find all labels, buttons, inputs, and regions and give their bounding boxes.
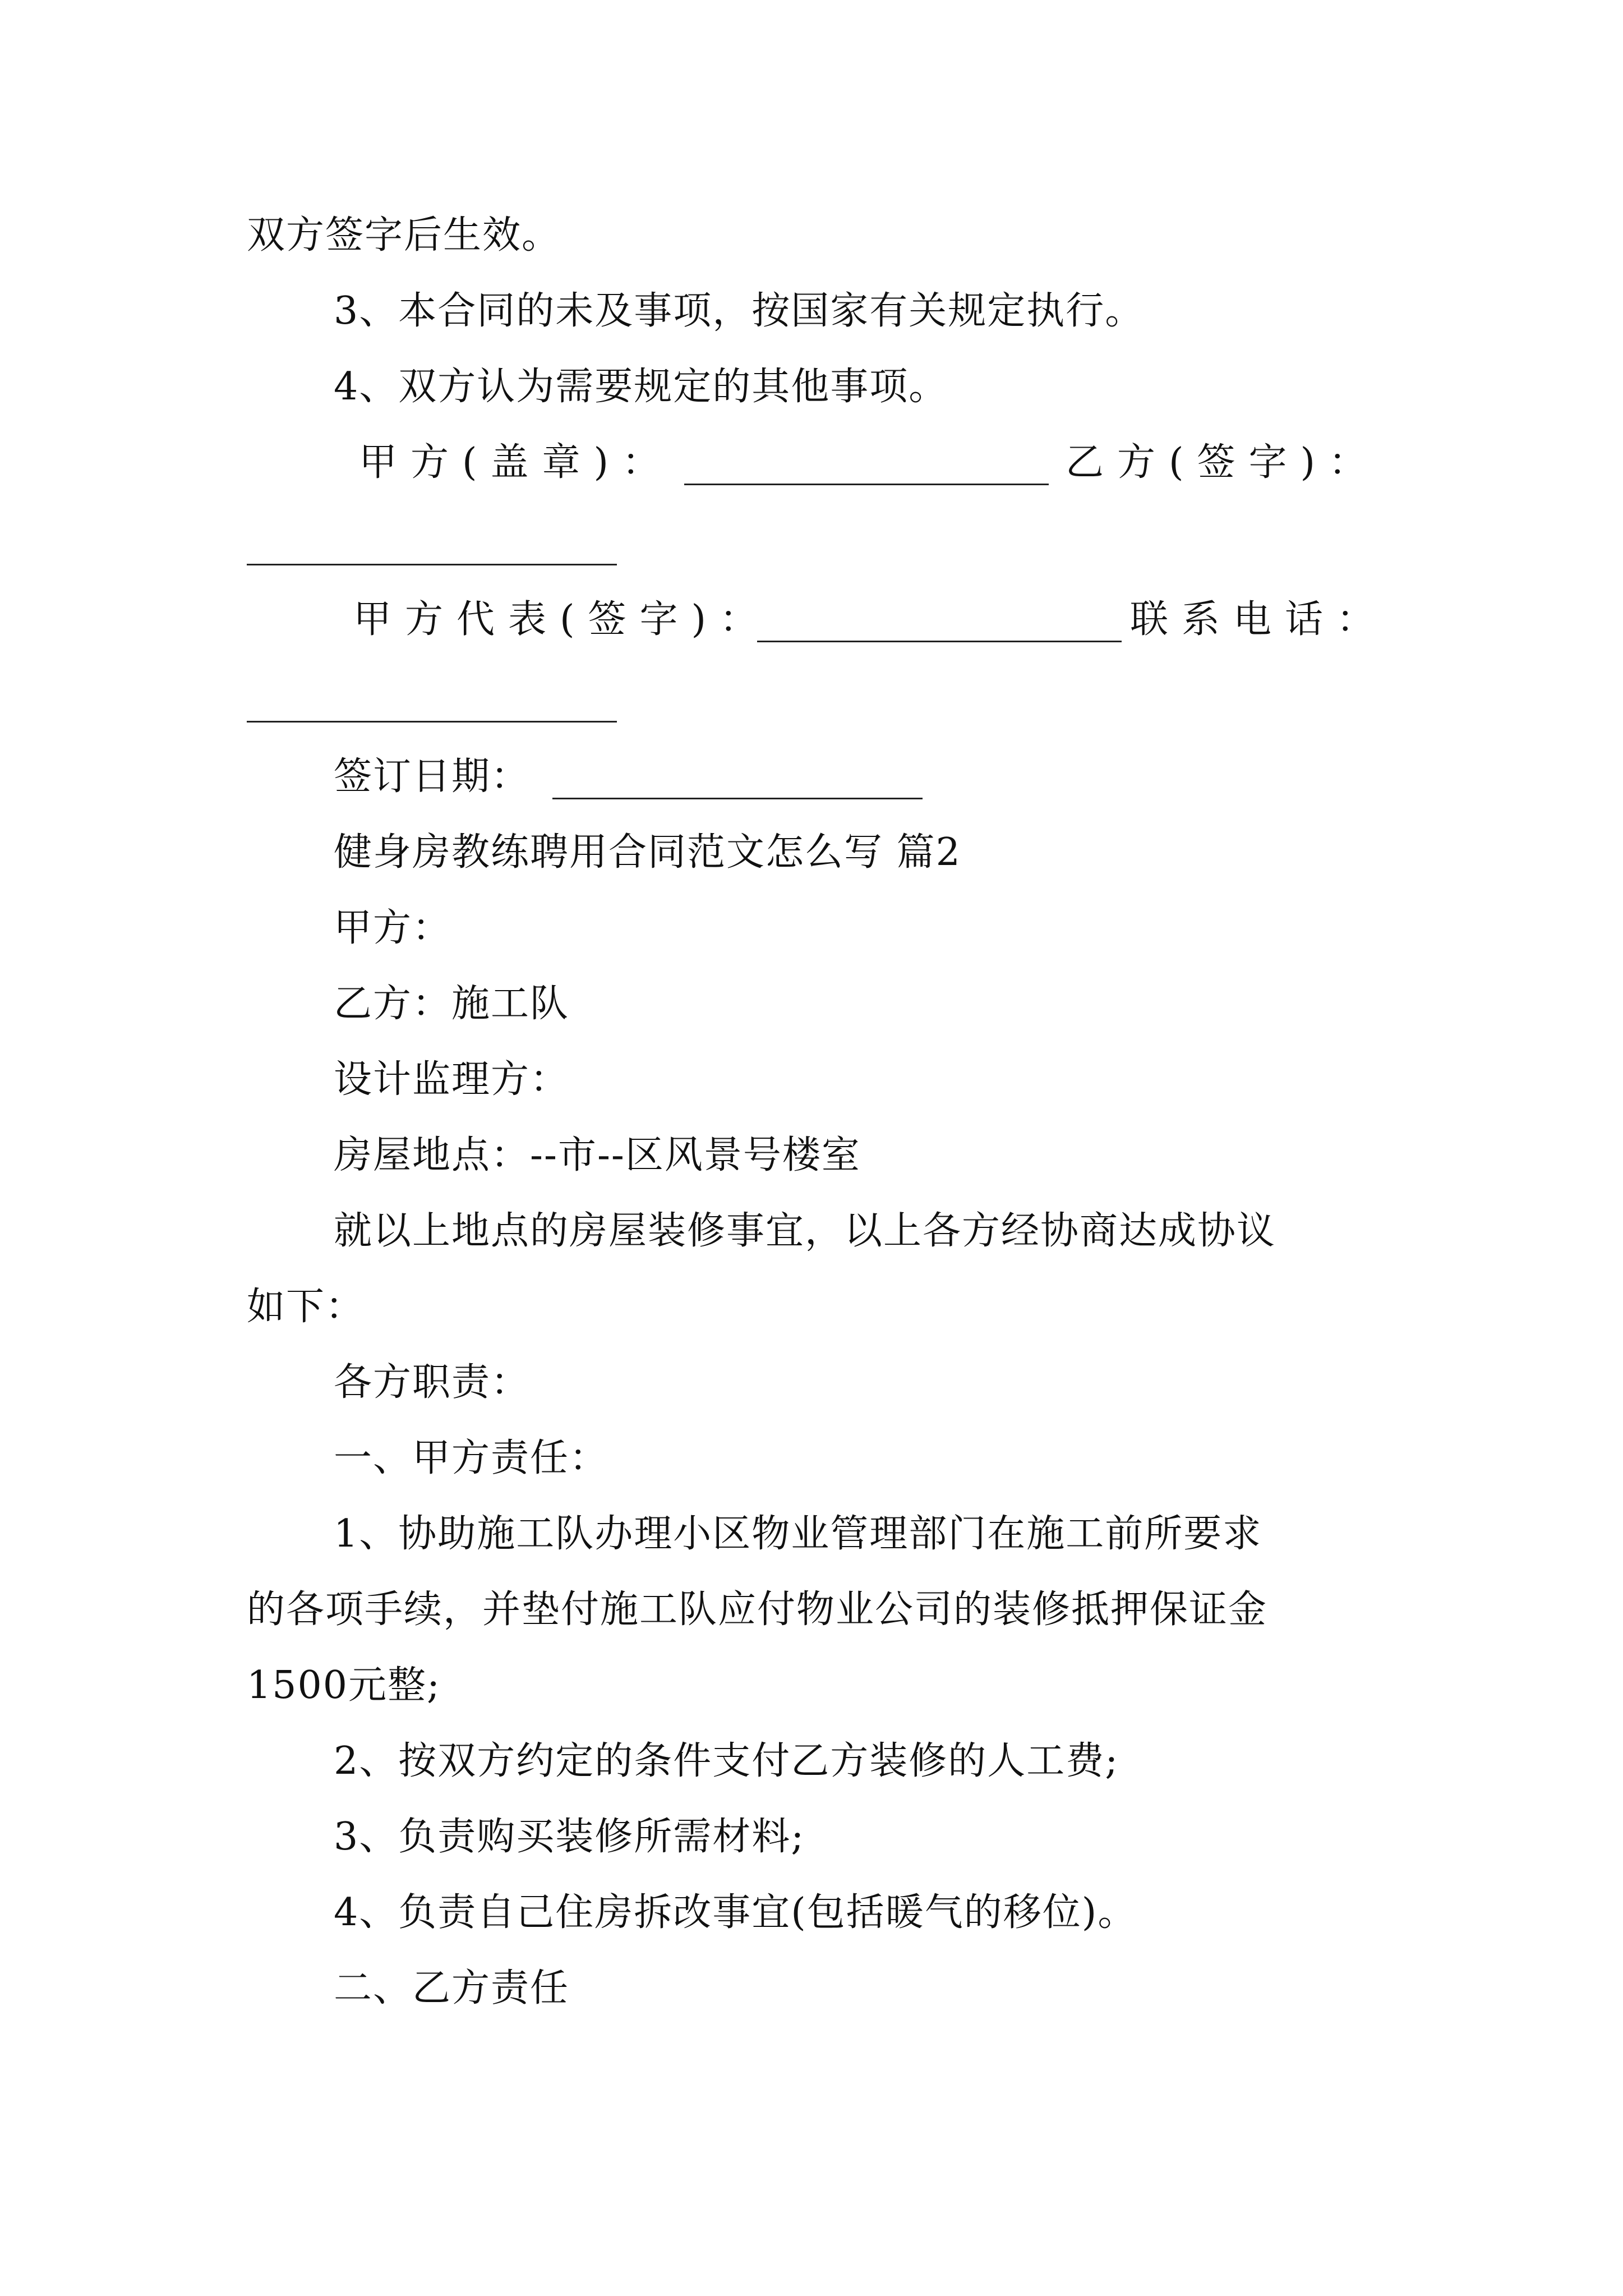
party-b-signature-blank: [247, 564, 617, 565]
party-a-representative-label: 甲方代表(签字)：: [353, 597, 772, 642]
clause-4: 4、双方认为需要规定的其他事项。: [334, 365, 948, 409]
party-a-item-3: 3、负责购买装修所需材料;: [334, 1815, 805, 1859]
party-b-signature-label: 乙方(签字)：: [1066, 440, 1381, 485]
design-supervisor-line: 设计监理方：: [334, 1057, 570, 1102]
party-a-seal-label: 甲方(盖章)：: [359, 440, 674, 485]
party-a-seal-blank: [684, 484, 1049, 485]
agreement-intro-line-2: 如下：: [247, 1285, 365, 1329]
contact-phone-label: 联系电话：: [1130, 597, 1389, 642]
party-a-item-1-line-3: 1500元整;: [247, 1663, 441, 1708]
party-b-responsibility-heading: 二、乙方责任: [334, 1966, 570, 2010]
contact-phone-blank: [247, 721, 617, 723]
section-title: 健身房教练聘用合同范文怎么写 篇2: [334, 830, 961, 875]
party-a-item-4: 4、负责自己住房拆改事宜(包括暖气的移位)。: [334, 1890, 1137, 1935]
signing-date-blank: [552, 798, 923, 799]
party-a-responsibility-heading: 一、甲方责任：: [334, 1436, 609, 1480]
party-a-representative-blank: [757, 641, 1122, 642]
responsibilities-heading: 各方职责：: [334, 1360, 531, 1405]
paragraph-line: 双方签字后生效。: [247, 213, 561, 257]
agreement-intro-line-1: 就以上地点的房屋装修事宜，以上各方经协商达成协议: [334, 1209, 1276, 1253]
signing-date-label: 签订日期：: [334, 754, 531, 799]
party-b-line: 乙方：施工队: [334, 982, 570, 1026]
party-a-item-1-line-1: 1、协助施工队办理小区物业管理部门在施工前所要求: [334, 1512, 1262, 1556]
party-a-line: 甲方：: [334, 906, 452, 950]
party-a-item-1-line-2: 的各项手续，并垫付施工队应付物业公司的装修抵押保证金: [247, 1588, 1268, 1632]
clause-3: 3、本合同的未及事项，按国家有关规定执行。: [334, 289, 1145, 333]
party-a-item-2: 2、按双方约定的条件支付乙方装修的人工费;: [334, 1739, 1119, 1783]
house-location-line: 房屋地点：--市--区风景号楼室: [334, 1133, 861, 1177]
